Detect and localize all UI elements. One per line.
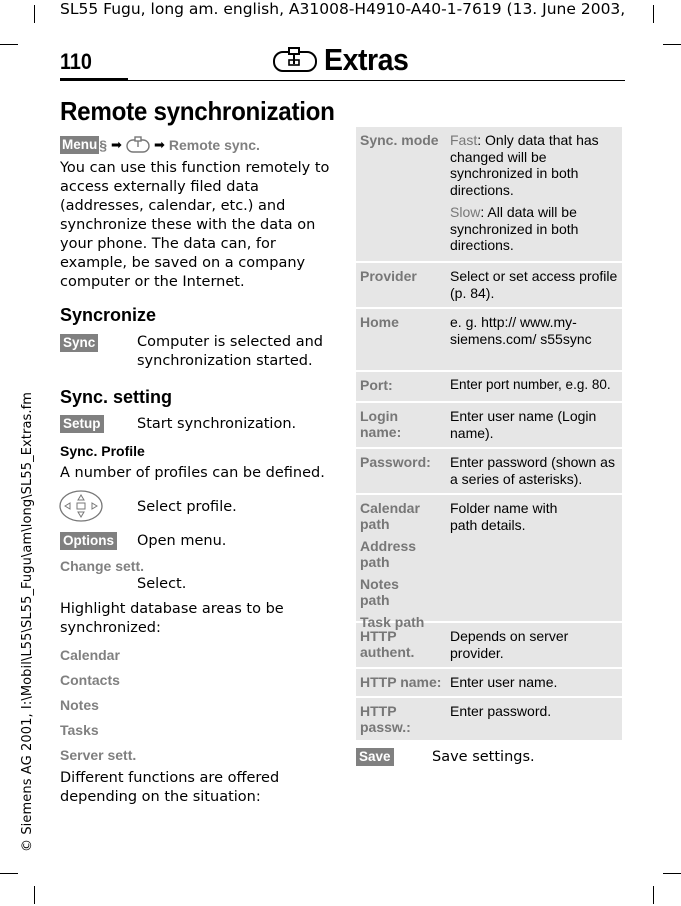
table-key: Login name: [360,408,402,440]
syncronize-heading: Syncronize [60,305,157,325]
area-notes: Notes [60,697,99,713]
table-key: HTTP passw.: [360,703,411,735]
crop-mark [34,5,35,23]
sync-profile-heading: Sync. Profile [60,443,145,459]
table-key: Home [360,314,399,330]
change-sett-label: Change sett. [60,558,145,574]
intro-paragraph: You can use this function remotely to access externally filed data (addresses, calendar, etc.) and synchronize these with the data on your phone. The data can, for example, be saved on a company computer or the Internet. [60,160,330,290]
table-key: HTTP authent. [360,628,415,660]
highlight-text: Highlight database areas to be synchronized: [60,601,284,636]
table-value: Enter user name. [450,674,558,690]
functions-text: Different functions are offered depending on the situation: [60,770,280,805]
navigation-key-icon[interactable] [58,489,104,523]
table-row [356,495,622,630]
table-value: Enter user name (Login name). [450,408,597,441]
chapter-title: Extras [324,42,409,77]
table-key: HTTP name: [360,674,442,690]
header-rule-thick [60,78,128,81]
area-calendar: Calendar [60,647,120,663]
crop-mark [0,44,18,45]
options-softkey[interactable]: Options [60,532,117,550]
table-row [356,309,622,370]
save-softkey[interactable]: Save [356,748,394,766]
running-head: SL55 Fugu, long am. english, A31008-H4910-A40-1-7619 (13. June 2003, [60,0,626,18]
table-key: Provider [360,268,417,284]
table-value: Folder name with path details. [450,500,558,533]
change-sett-text: Select. [137,576,187,592]
table-row [356,372,622,401]
section-title: Remote synchronization [60,96,335,126]
table-value: Enter password (shown as a series of asterisks). [450,454,615,487]
arrow-right-icon: ➡ [153,137,165,153]
save-text: Save settings. [432,749,535,765]
settings-table [356,127,622,742]
profile-text: A number of profiles can be defined. [60,465,325,481]
extras-icon [126,136,150,154]
table-value: Enter password. [450,703,552,719]
table-key: Sync. mode [360,132,439,148]
menu-path-target: Remote sync. [168,137,260,153]
table-value: e. g. http:// www.my-siemens.com/ s55sync [450,314,592,347]
table-value: Enter port number, e.g. 80. [450,377,611,392]
crop-mark [0,873,18,874]
table-row [356,698,622,740]
crop-mark [653,5,654,23]
extras-icon [272,46,318,74]
sync-description: Computer is selected and synchronization started. [137,334,323,369]
crop-mark [34,886,35,904]
table-row [356,449,622,493]
table-value: Depends on server provider. [450,628,569,661]
table-value: Select or set access profile (p. 84). [450,268,618,301]
sync-softkey[interactable]: Sync [60,334,98,352]
setup-softkey[interactable]: Setup [60,415,104,433]
table-value: Fast: Only data that has changed will be synchronized in both directions. Slow: All data will be synchronized in both directions. [450,132,599,253]
area-tasks: Tasks [60,722,99,738]
menu-path [60,136,260,154]
header-rule-thin [128,80,625,81]
crop-mark [653,886,654,904]
crop-mark [663,44,681,45]
table-key: Password: [360,454,431,470]
sync-setting-heading: Sync. setting [60,387,173,407]
select-profile-text: Select profile. [137,499,237,515]
page-number: 110 [60,49,92,74]
options-text: Open menu. [137,533,227,549]
area-contacts: Contacts [60,672,120,688]
table-row [356,127,622,261]
menu-softkey[interactable]: Menu [62,137,98,152]
menu-path-suffix: § [99,137,108,153]
area-server-sett: Server sett. [60,747,137,763]
crop-mark [663,873,681,874]
table-row [356,263,622,307]
arrow-right-icon: ➡ [111,137,122,153]
setup-description: Start synchronization. [137,416,297,432]
table-row [356,403,622,447]
chapter-heading [272,42,416,78]
table-key: Calendar path Address path Notes path Task path [360,500,425,630]
table-row [356,623,622,667]
side-file-path: © Siemens AG 2001, I:\Mobil\L55\SL55_Fugu\am\long\SL55_Extras.fm [20,391,35,852]
table-row [356,669,622,696]
table-key: Port: [360,377,393,393]
